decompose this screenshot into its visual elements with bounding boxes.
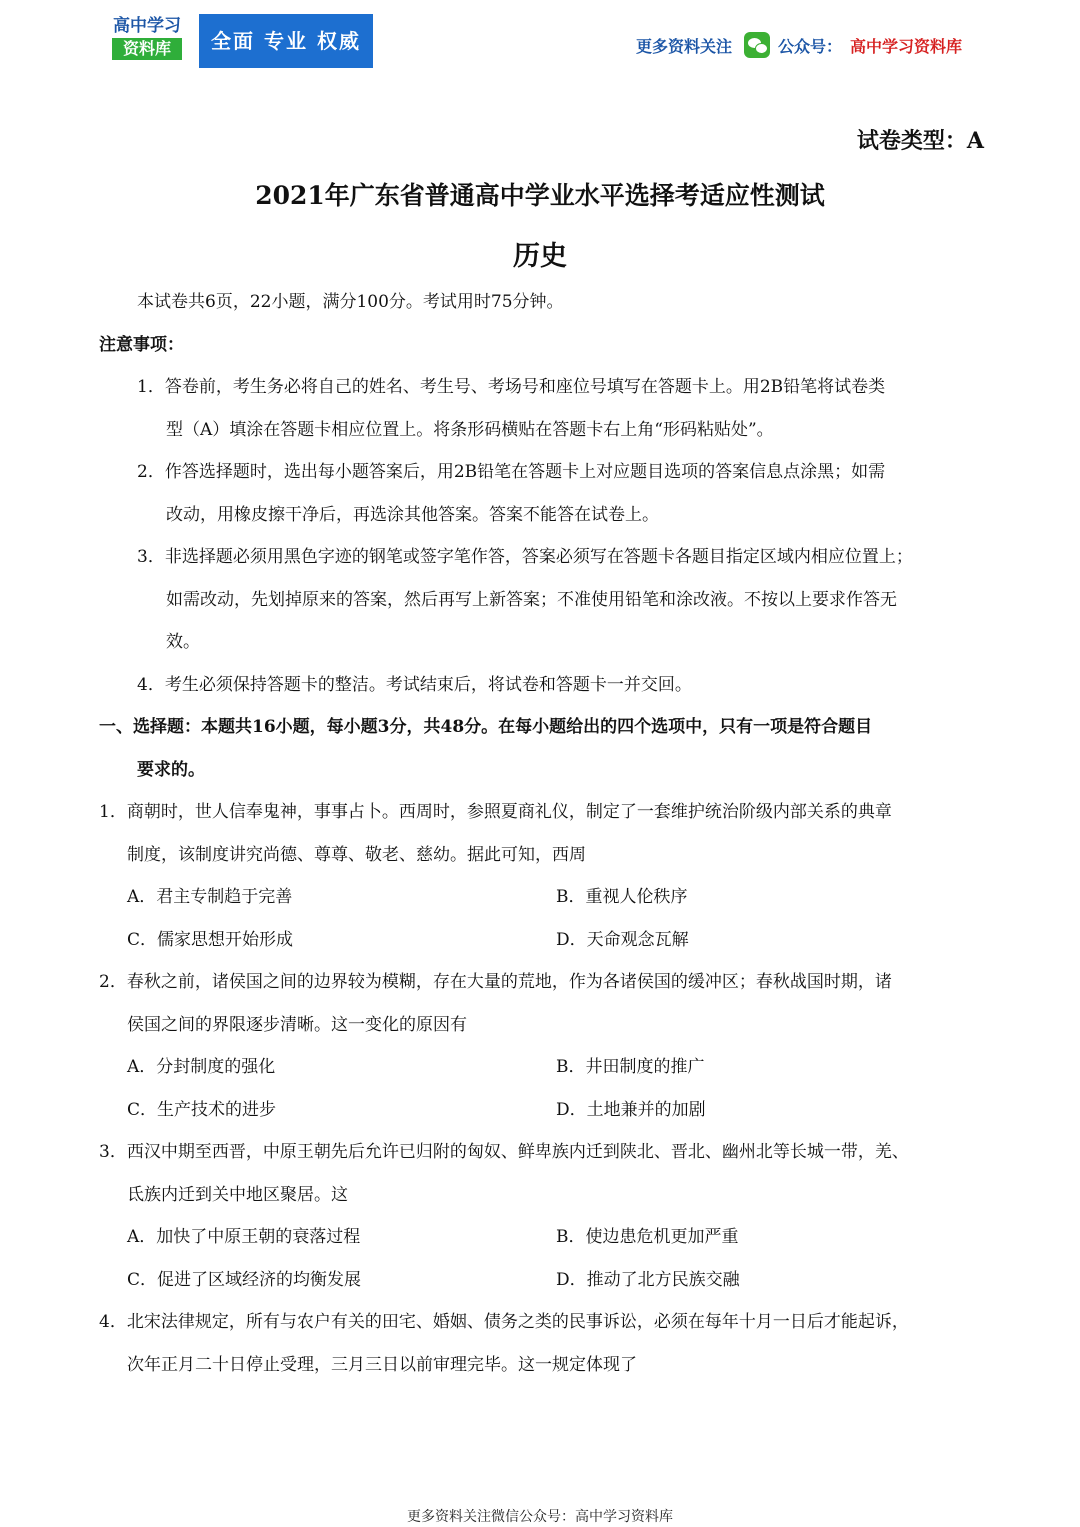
notice-line: 如需改动，先划掉原来的答案，然后再写上新答案；不准使用铅笔和涂改液。不按以上要求作答无: [166, 590, 897, 610]
logo-top-text: 高中学习: [113, 16, 181, 36]
page-footer: 更多资料关注微信公众号：高中学习资料库: [407, 1509, 673, 1525]
option-c: C．促进了区域经济的均衡发展: [127, 1270, 362, 1290]
notice-heading: 注意事项：: [99, 335, 184, 355]
question-stem: 1．商朝时，世人信奉鬼神，事事占卜。西周时，参照夏商礼仪，制定了一套维护统治阶级内部关系的典章: [99, 802, 892, 822]
notice-line: 1．答卷前，考生务必将自己的姓名、考生号、考场号和座位号填写在答题卡上。用2B铅笔将试卷类: [137, 377, 886, 397]
notice-line: 2．作答选择题时，选出每小题答案后，用2B铅笔在答题卡上对应题目选项的答案信息点涂黑；如需: [137, 462, 886, 482]
option-b: B．重视人伦秩序: [556, 887, 688, 907]
option-a: A．分封制度的强化: [127, 1057, 276, 1077]
exam-title: 2021年广东省普通高中学业水平选择考适应性测试: [255, 181, 825, 210]
option-b: B．使边患危机更加严重: [556, 1227, 739, 1247]
option-c: C．生产技术的进步: [127, 1100, 277, 1120]
notice-line: 3．非选择题必须用黑色字迹的钢笔或签字笔作答，答案必须写在答题卡各题目指定区域内相应位置上；: [137, 547, 913, 567]
question-stem: 3．西汉中期至西晋，中原王朝先后允许已归附的匈奴、鲜卑族内迁到陕北、晋北、幽州北等长城一带，羌、: [99, 1142, 909, 1162]
section-heading-cont: 要求的。: [137, 760, 205, 780]
paper-type: 试卷类型：A: [856, 128, 984, 154]
option-d: D．土地兼并的加剧: [556, 1100, 706, 1120]
official-account-name: 高中学习资料库: [850, 36, 963, 56]
exam-intro: 本试卷共6页，22小题，满分100分。考试用时75分钟。: [137, 292, 564, 312]
option-b: B．井田制度的推广: [556, 1057, 705, 1077]
option-d: D．推动了北方民族交融: [556, 1270, 740, 1290]
page-header: [0, 0, 1080, 80]
question-stem: 制度，该制度讲究尚德、尊尊、敬老、慈幼。据此可知，西周: [127, 845, 586, 865]
section-heading: 一、选择题：本题共16小题，每小题3分，共48分。在每小题给出的四个选项中，只有一项是符合题目: [99, 717, 873, 737]
site-logo: [112, 14, 182, 64]
option-a: A．君主专制趋于完善: [127, 887, 293, 907]
wechat-icon: [744, 32, 770, 58]
question-stem: 2．春秋之前，诸侯国之间的边界较为模糊，存在大量的荒地，作为各诸侯国的缓冲区；春秋战国时期，诸: [99, 972, 892, 992]
header-follow-info: [636, 30, 962, 60]
question-stem: 4．北宋法律规定，所有与农户有关的田宅、婚姻、债务之类的民事诉讼，必须在每年十月一日后才能起诉，: [99, 1312, 909, 1332]
notice-line: 4．考生必须保持答题卡的整洁。考试结束后，将试卷和答题卡一并交回。: [137, 675, 692, 695]
question-stem: 次年正月二十日停止受理，三月三日以前审理完毕。这一规定体现了: [127, 1355, 637, 1375]
official-account-label: 公众号：: [778, 36, 843, 56]
question-stem: 侯国之间的界限逐步清晰。这一变化的原因有: [127, 1015, 467, 1035]
notice-line: 型（A）填涂在答题卡相应位置上。将条形码横贴在答题卡右上角“形码粘贴处”。: [166, 420, 774, 440]
notice-line: 效。: [166, 632, 200, 652]
slogan-banner: 全面 专业 权威: [199, 14, 373, 68]
option-c: C．儒家思想开始形成: [127, 930, 294, 950]
more-resources-text: 更多资料关注: [636, 36, 733, 56]
option-d: D．天命观念瓦解: [556, 930, 689, 950]
question-stem: 氐族内迁到关中地区聚居。这: [127, 1185, 348, 1205]
option-a: A．加快了中原王朝的衰落过程: [127, 1227, 361, 1247]
subject-title: 历史: [513, 241, 567, 272]
notice-line: 改动，用橡皮擦干净后，再选涂其他答案。答案不能答在试卷上。: [166, 505, 659, 525]
logo-bottom-text: 资料库: [112, 38, 182, 60]
